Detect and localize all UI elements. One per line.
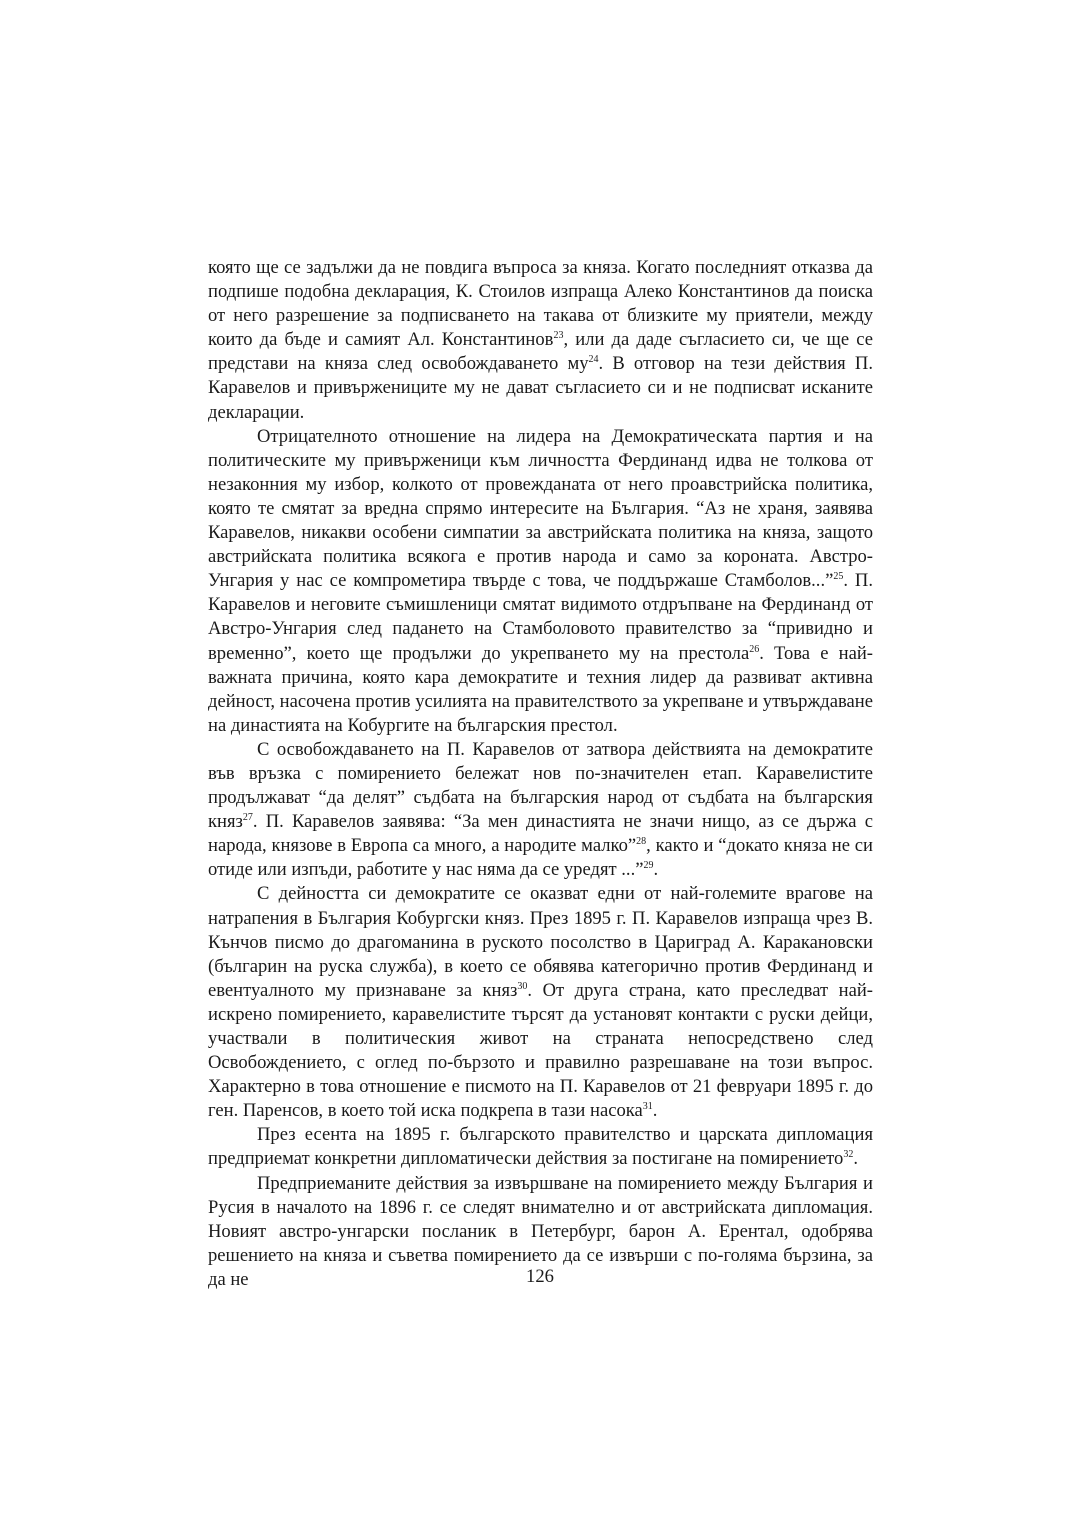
paragraph: [208, 425, 873, 738]
footnote-marker: 32: [843, 1149, 854, 1161]
footnote-marker: 30: [517, 980, 528, 992]
text-run: .: [653, 859, 659, 881]
footnote-marker: 23: [553, 330, 564, 342]
text-run: която ще се задължи да не повдига въпроса за княза. Когато последният отказва да подпише подобна декларация, К. Стоилов изпраща Алеко Константинов да поиска от него разрешение за подписването на такава от близките му приятели, между които да бъде и самият Ал. Константинов: [208, 257, 873, 351]
text-run: . В отговор на тези действия П. Каравелов и привържениците му не дават съгласието си и не подписват исканите декларации.: [208, 353, 873, 423]
footnote-marker: 29: [643, 860, 654, 872]
footnote-marker: 26: [749, 643, 760, 655]
text-run: . От друга страна, като преследват най-искрено помирението, каравелистите търсят да установят контакти с руски дейци, участвали в политическия живот на страната непосредствено след Освобождението, с оглед по-бързото и правилно разрешаване на този въпрос. Характерно в това отношение е писмото на П. Каравелов от 21 февруари 1895 г. до ген. Паренсов, в което той иска подкрепа в тази насока: [208, 979, 873, 1122]
footnote-marker: 27: [242, 811, 253, 823]
text-run: С дейността си демократите се оказват едни от най-големите врагове на натрапения в България Кобургски княз. През 1895 г. П. Каравелов изпраща чрез В. Кънчов писмо до драгоманина в руското посолство в Цариград А. Каракановски (българин на руска служба), в което се обявява категорично против Фердинанд и евентуалното му признаване за княз: [208, 883, 873, 1001]
text-run: . Това е най-важната причина, която кара демократите и техния лидер да развиват активна дейност, насочена против усилията на правителството за укрепване и утвърждаване на династията на Кобургите на българския престол.: [208, 642, 873, 736]
body-text: [208, 256, 873, 1292]
footnote-marker: 31: [642, 1101, 653, 1113]
footnote-marker: 24: [588, 354, 599, 366]
text-run: Отрицателното отношение на лидера на Демократическата партия и на политическите му привърженици към личността Фердинанд идва не толкова от незаконния му избор, колкото от провежданата от него проавстрийска политика, която те смятат за вредна спрямо интересите на България. “Аз не храня, заявява Каравелов, никакви особени симпатии за австрийската политика на княза, защото австрийската политика всякога е против народа и само за короната. Австро-Унгария у нас се компрометира твърде с това, че поддържаше Стамболов...”: [208, 425, 873, 592]
text-run: . П. Каравелов заявява: “За мен династията не значи нищо, аз се държа с народа, князове в Европа са много, а народите малко”: [208, 811, 873, 857]
text-run: .: [853, 1148, 858, 1170]
paragraph: [208, 738, 873, 883]
footnote-marker: 25: [833, 571, 844, 583]
text-run: . П. Каравелов и неговите съмишленици смятат видимото отдръпване на Фердинанд от Австро-Унгария след падането на Стамболовото правителство за “привидно и временно”, което ще продължи до укрепването му на престола: [208, 570, 873, 664]
text-run: .: [652, 1100, 658, 1122]
paragraph: [208, 882, 873, 1123]
text-run: С освобождаването на П. Каравелов от затвора действията на демократите във връзка с помирението бележат нов по-значителен етап. Каравелистите продължават “да делят” съдбата на българския народ от съдбата на българския княз: [208, 738, 873, 833]
text-run: , както и “докато княза не си отиде или изпъди, работите у нас няма да се уредят ...”: [208, 835, 873, 881]
paragraph: [208, 256, 873, 425]
text-run: Предприеманите действия за извършване на помирението между България и Русия в началото на 1896 г. се следят внимателно и от австрийската дипломация. Новият австро-унгарски посланик в Петербург, барон А. Ерентал, одобрява решението на княза и съветва помирението да се извърши с по-голяма бързина, за да не: [208, 1172, 873, 1290]
text-run: През есента на 1895 г. българското правителство и царската дипломация предприемат конкретни дипломатически действия за постигане на помирението: [208, 1124, 873, 1170]
text-run: , или да даде съгласието си, че ще се представи на княза след освобождаването му: [208, 329, 873, 375]
page-number: 126: [526, 1266, 554, 1287]
paragraph: [208, 1123, 873, 1171]
footnote-marker: 28: [636, 836, 647, 848]
